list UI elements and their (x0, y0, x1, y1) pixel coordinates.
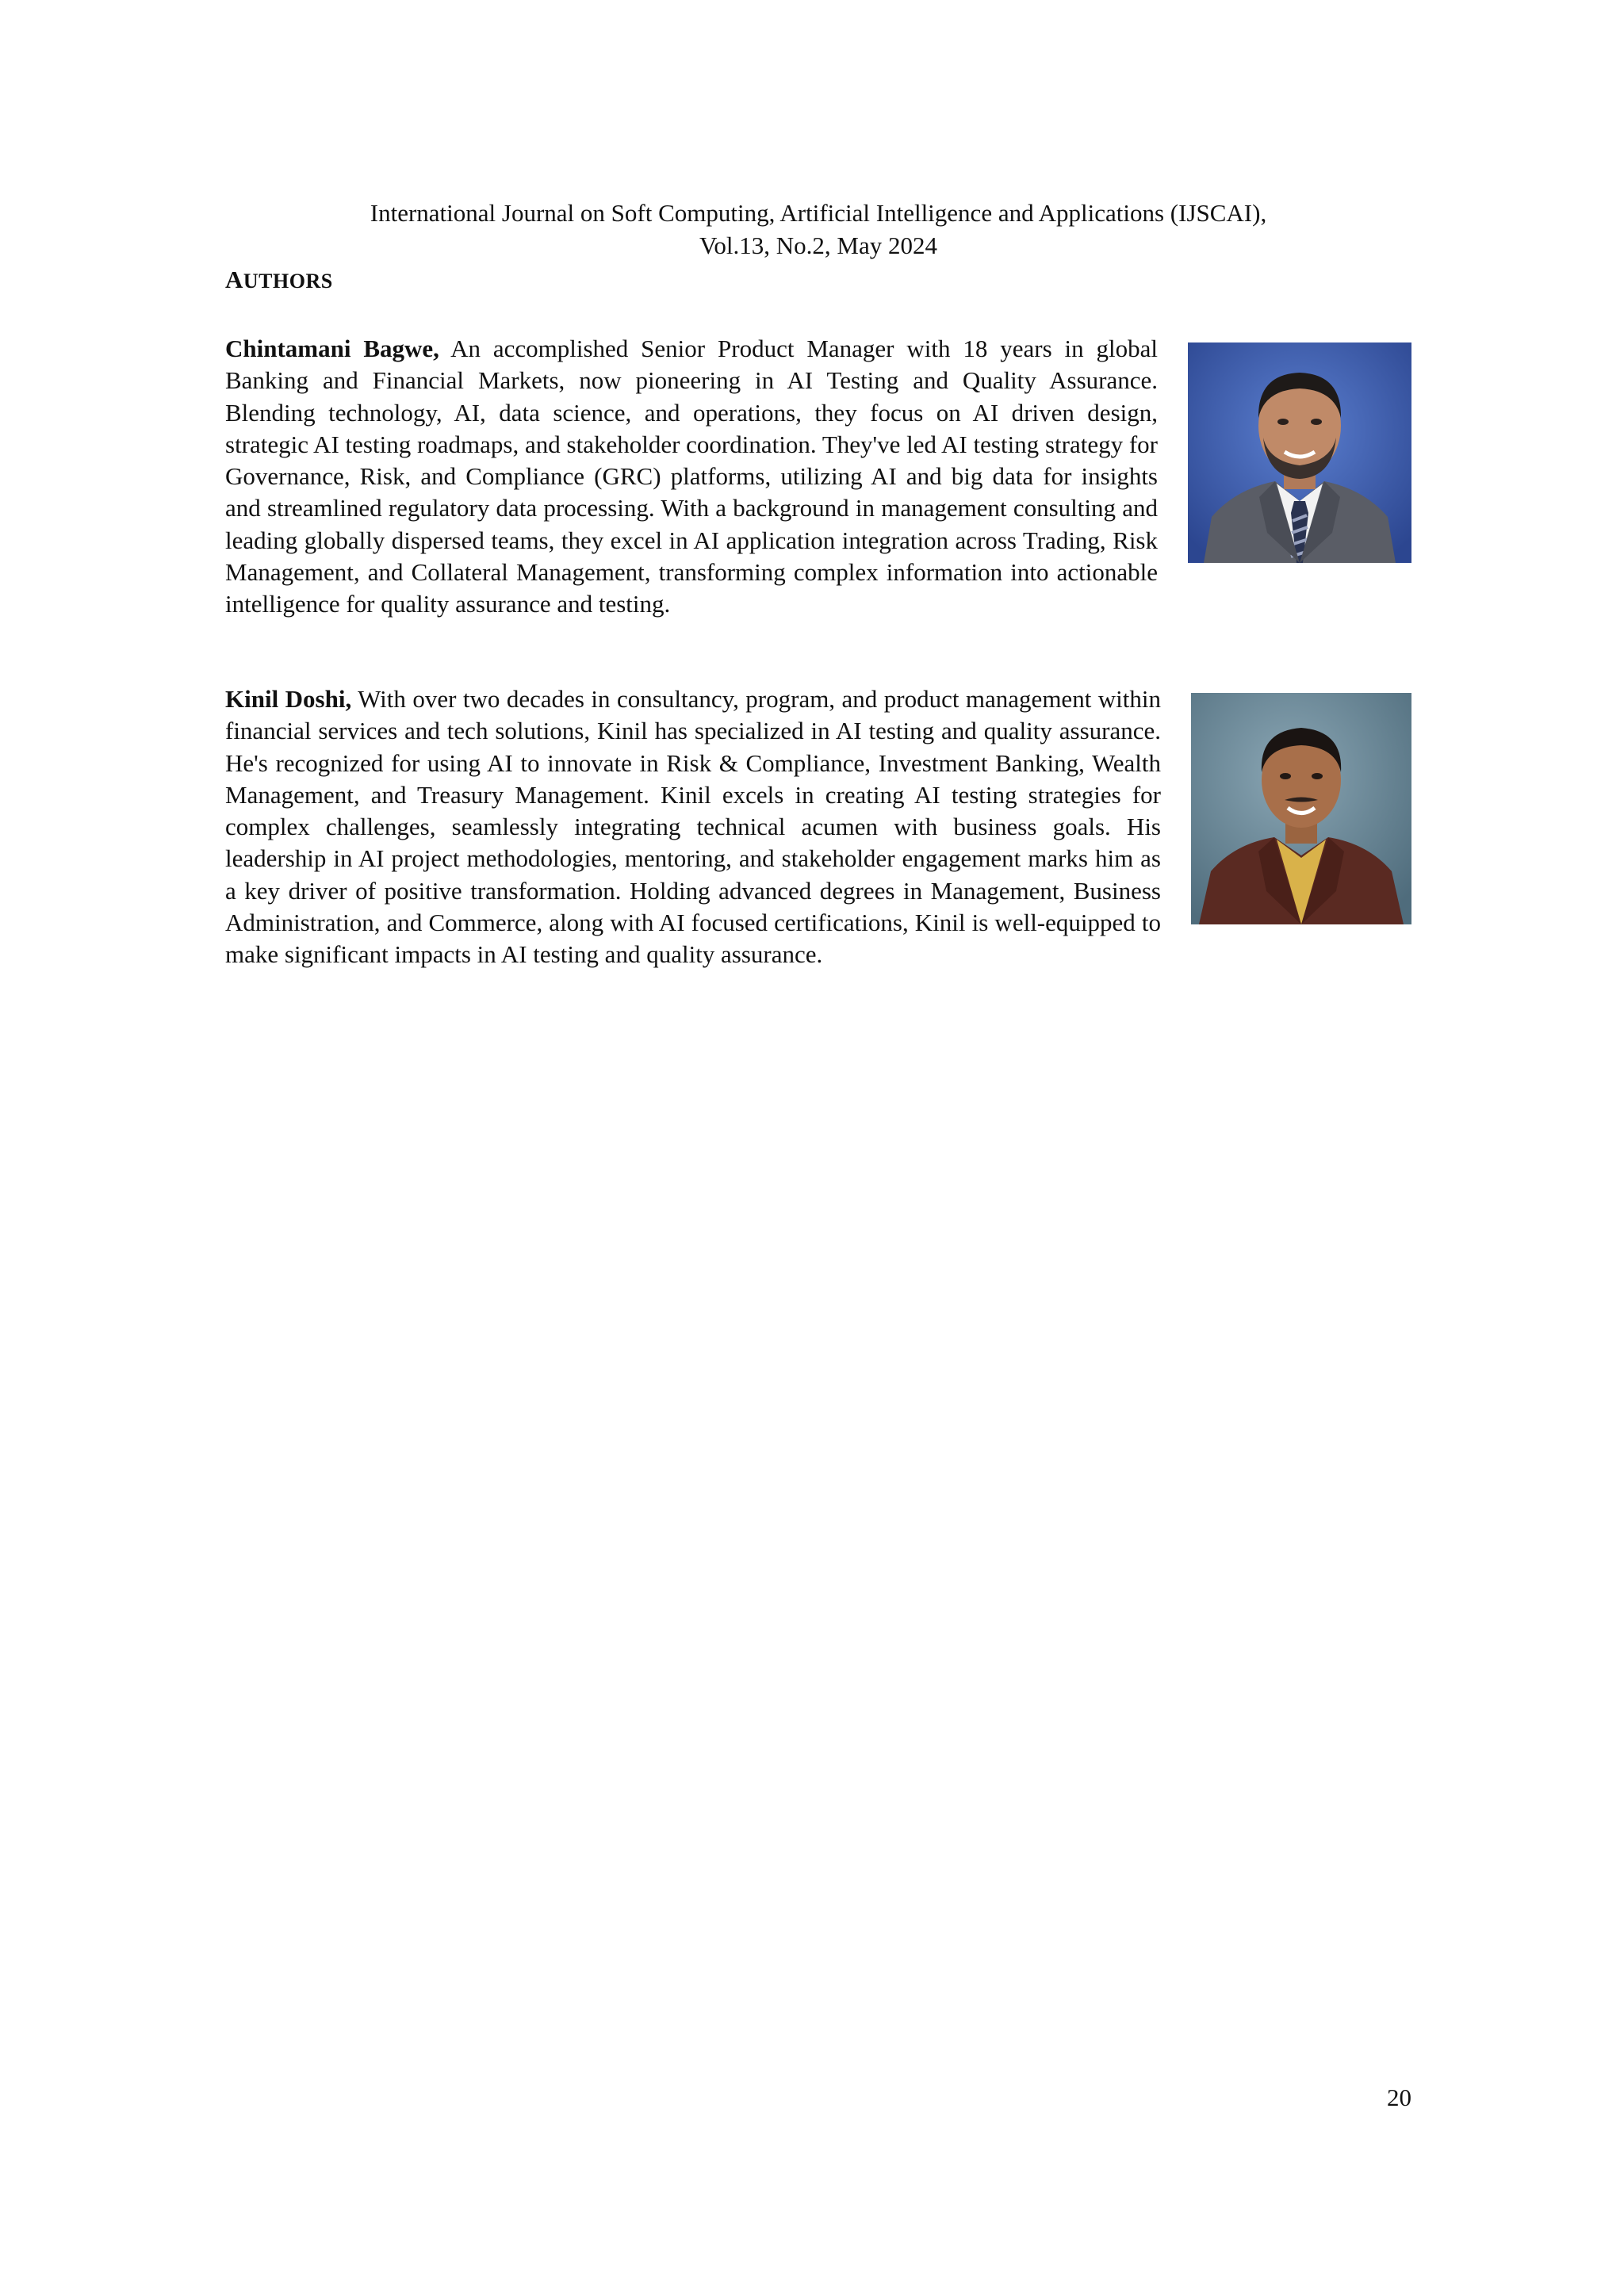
author-bio-kinil-doshi (225, 683, 1411, 971)
author-photo-chintamani-bagwe (1188, 342, 1411, 563)
author-photo-kinil-doshi (1191, 693, 1411, 924)
journal-volume-line: Vol.13, No.2, May 2024 (699, 232, 937, 259)
page-number: 20 (1387, 2084, 1411, 2111)
author-name: Kinil Doshi, (225, 685, 352, 713)
authors-section-heading (225, 264, 333, 297)
heading-initial: A (225, 266, 243, 293)
author-bio-chintamani-bagwe (225, 333, 1411, 621)
heading-rest: UTHORS (243, 270, 333, 293)
author-name: Chintamani Bagwe, (225, 335, 439, 362)
author-bio-text: With over two decades in consultancy, program, and product management within financial services and tech solutions, Kinil has specialized in AI testing and quality assurance. He's recognized for using AI to innovate in Risk & Compliance, Investment Banking, Wealth Management, and Treasury Management. Kinil excels in creating AI testing strategies for complex challenges, seamlessly integrating technical acumen with business goals. His leadership in AI project methodologies, mentoring, and stakeholder engagement marks him as a key driver of positive transformation. Holding advanced degrees in Management, Business Administration, and Commerce, along with AI focused certifications, Kinil is well-equipped to make significant impacts in AI testing and quality assurance. (225, 685, 1161, 969)
journal-running-header (225, 197, 1411, 262)
journal-title-line: International Journal on Soft Computing, Artificial Intelligence and Applications (IJSCAI), (370, 199, 1267, 227)
author-bio-text: An accomplished Senior Product Manager with 18 years in global Banking and Financial Markets, now pioneering in AI Testing and Quality Assurance. Blending technology, AI, data science, and operations, they focus on AI driven design, strategic AI testing roadmaps, and stakeholder coordination. They've led AI testing strategy for Governance, Risk, and Compliance (GRC) platforms, utilizing AI and big data for insights and streamlined regulatory data processing. With a background in management consulting and leading globally dispersed teams, they excel in AI application integration across Trading, Risk Management, and Collateral Management, transforming complex information into actionable intelligence for quality assurance and testing. (225, 335, 1158, 618)
